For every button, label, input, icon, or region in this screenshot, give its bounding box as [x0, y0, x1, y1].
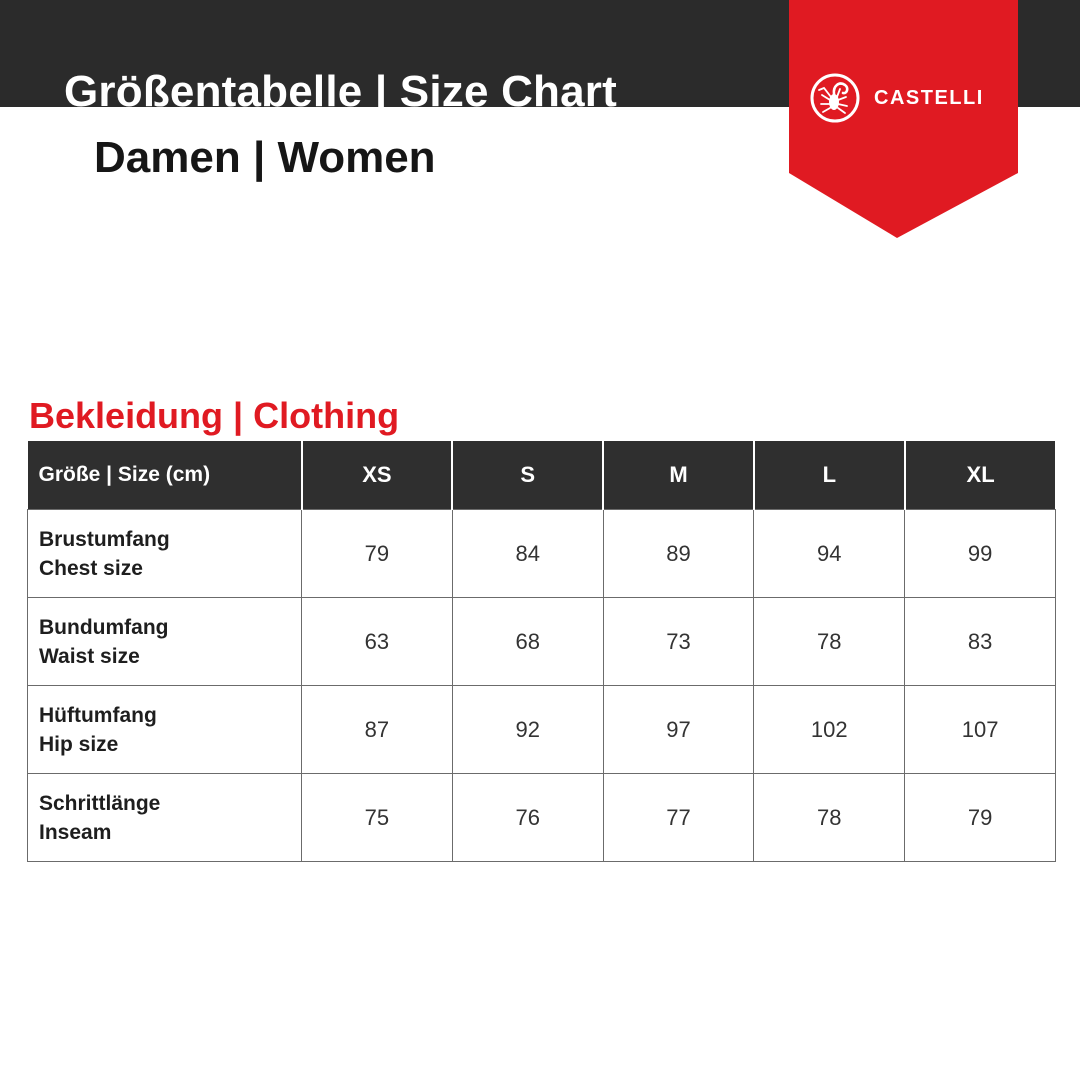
table-cell: 76: [452, 774, 603, 862]
row-label-de: Bundumfang: [39, 615, 169, 639]
row-label-chest: [28, 510, 302, 598]
section-title: Bekleidung | Clothing: [29, 395, 400, 436]
column-header-xl: XL: [905, 441, 1056, 510]
column-header-xs: XS: [302, 441, 453, 510]
table-cell: 79: [905, 774, 1056, 862]
row-label-en: Hip size: [39, 732, 119, 756]
row-label-de: Hüftumfang: [39, 703, 157, 727]
brand-ribbon-shape: [789, 0, 1018, 238]
table-row: [28, 686, 1056, 774]
row-label-inseam: [28, 774, 302, 862]
table-cell: 78: [754, 598, 905, 686]
row-label-de: Brustumfang: [39, 527, 170, 551]
table-cell: 94: [754, 510, 905, 598]
table-cell: 89: [603, 510, 754, 598]
table-cell: 87: [302, 686, 453, 774]
row-label-hip: [28, 686, 302, 774]
size-table: [27, 441, 1056, 862]
column-header-l: L: [754, 441, 905, 510]
brand-wordmark: CASTELLI: [874, 87, 984, 109]
table-cell: 97: [603, 686, 754, 774]
table-row: [28, 598, 1056, 686]
table-row: [28, 774, 1056, 862]
table-cell: 75: [302, 774, 453, 862]
table-cell: 84: [452, 510, 603, 598]
table-cell: 83: [905, 598, 1056, 686]
row-label-en: Inseam: [39, 820, 112, 844]
row-label-en: Waist size: [39, 644, 140, 668]
page-subtitle: Damen | Women: [94, 133, 436, 182]
column-header-s: S: [452, 441, 603, 510]
table-cell: 79: [302, 510, 453, 598]
brand-ribbon: [789, 0, 1018, 238]
table-cell: 73: [603, 598, 754, 686]
column-header-size: Größe | Size (cm): [28, 441, 302, 510]
table-cell: 99: [905, 510, 1056, 598]
table-cell: 102: [754, 686, 905, 774]
table-cell: 92: [452, 686, 603, 774]
page-title: Größentabelle | Size Chart: [64, 67, 617, 116]
row-label-waist: [28, 598, 302, 686]
table-cell: 63: [302, 598, 453, 686]
table-cell: 77: [603, 774, 754, 862]
row-label-de: Schrittlänge: [39, 791, 161, 815]
table-cell: 68: [452, 598, 603, 686]
table-row: [28, 510, 1056, 598]
row-label-en: Chest size: [39, 556, 143, 580]
table-cell: 78: [754, 774, 905, 862]
column-header-m: M: [603, 441, 754, 510]
table-cell: 107: [905, 686, 1056, 774]
table-header-row: [28, 441, 1056, 510]
